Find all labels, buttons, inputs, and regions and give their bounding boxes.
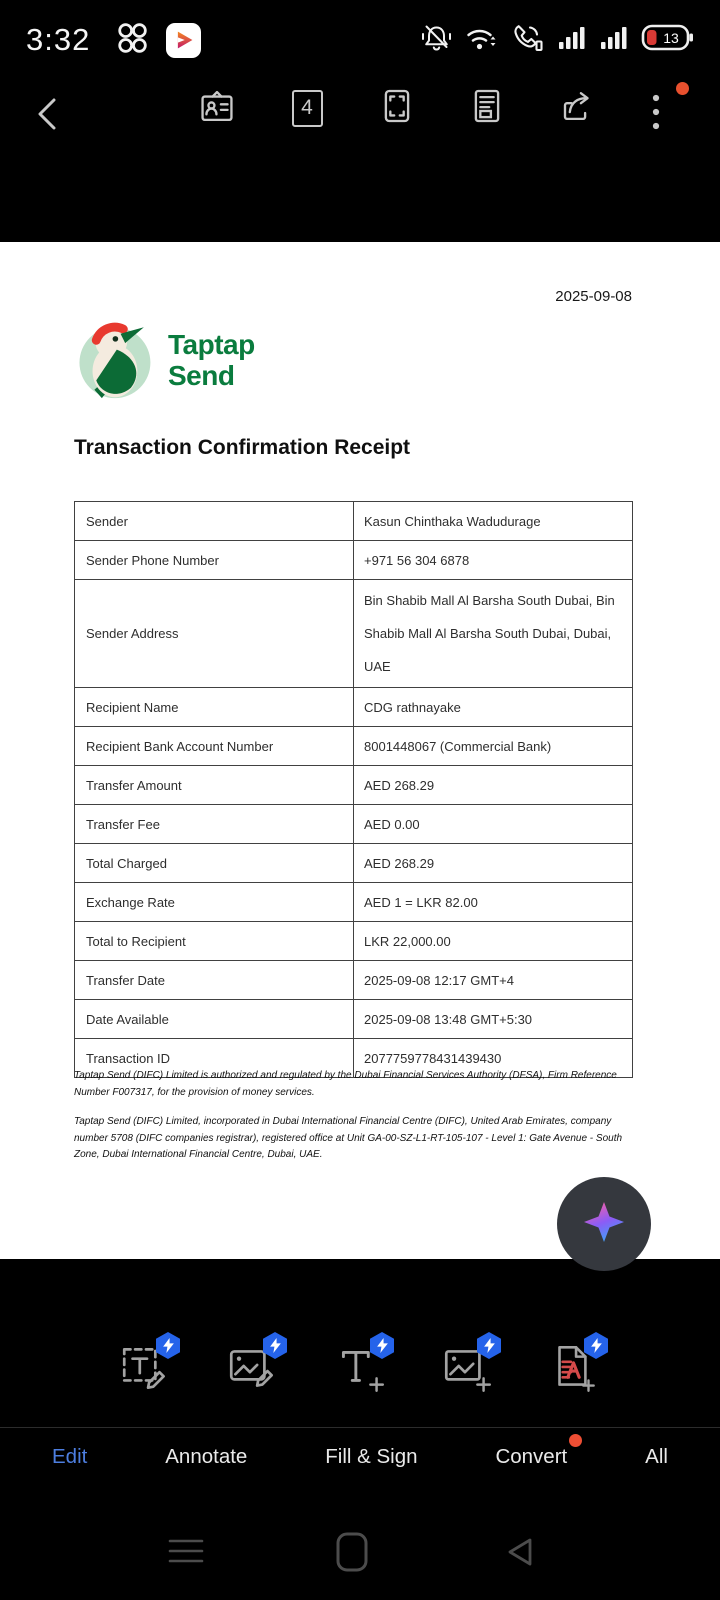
row-value: 8001448067 (Commercial Bank) — [364, 738, 552, 754]
brand-logo — [72, 314, 255, 407]
table-row — [75, 922, 632, 961]
row-value: LKR 22,000.00 — [364, 933, 451, 949]
tab-convert[interactable] — [495, 1445, 567, 1469]
signal-sim2-icon — [599, 24, 628, 56]
row-label: Sender — [75, 502, 354, 540]
row-label: Transfer Fee — [75, 805, 354, 843]
page-title: Transaction Confirmation Receipt — [74, 436, 411, 459]
battery-icon — [641, 23, 694, 57]
row-value: CDG rathnayake — [364, 699, 461, 715]
back-button[interactable] — [32, 94, 66, 139]
row-label: Recipient Bank Account Number — [75, 727, 354, 765]
row-label: Transaction ID — [75, 1039, 354, 1077]
share-button[interactable] — [558, 86, 596, 130]
receipt-table — [74, 501, 633, 1078]
crop-frame-icon — [377, 86, 417, 131]
regulatory-footnote-1: Taptap Send (DIFC) Limited is authorized and regulated by the Dubai Financial Services Authority (DFSA), Firm Reference Number F007317, for the provision of money services. — [74, 1070, 617, 1098]
table-row — [75, 580, 632, 688]
row-value: 2025-09-08 12:17 GMT+4 — [364, 972, 514, 988]
reader-view-icon — [467, 86, 507, 131]
regulatory-footnote-2: Taptap Send (DIFC) Limited, incorporated in Dubai International Financial Centre (DIFC), United Arab Emirates, company number 5708 (DIFC companies registrar), registered office at Unit GA-00-SZ-L1-RT-105-107 - Level 1: Gate Avenue - South Zone, Dubai International Financial Centre, Dubai, UAE. — [74, 1116, 623, 1160]
row-value: AED 268.29 — [364, 855, 435, 871]
page-count-icon: 4 — [292, 90, 323, 127]
send-app-notification-icon — [166, 23, 201, 58]
row-label: Exchange Rate — [75, 883, 354, 921]
table-row — [75, 502, 632, 541]
ai-assistant-fab[interactable] — [557, 1177, 651, 1271]
row-value: Bin Shabib Mall Al Barsha South Dubai, Bin Shabib Mall Al Barsha South Dubai, Dubai, UAE — [364, 593, 615, 675]
recents-icon — [166, 1537, 206, 1572]
home-icon — [335, 1531, 369, 1578]
row-value: +971 56 304 6878 — [364, 552, 470, 568]
home-button[interactable] — [330, 1532, 374, 1576]
tab-annotate[interactable]: Annotate — [165, 1445, 248, 1468]
row-label: Sender Address — [75, 580, 354, 687]
mode-tab-bar — [0, 1428, 720, 1486]
system-status-icons — [421, 22, 694, 58]
tab-convert-label: Convert — [495, 1445, 568, 1468]
page-count-button[interactable] — [288, 86, 326, 130]
add-text-tool[interactable] — [330, 1332, 390, 1402]
share-icon — [557, 86, 597, 131]
wifi-icon — [465, 24, 498, 57]
overflow-alert-dot — [676, 82, 689, 95]
row-label: Transfer Date — [75, 961, 354, 999]
row-value: AED 268.29 — [364, 777, 435, 793]
android-back-icon — [506, 1536, 534, 1573]
table-row — [75, 541, 632, 580]
row-label: Total Charged — [75, 844, 354, 882]
app-toolbar — [0, 72, 720, 152]
add-image-tool[interactable] — [437, 1332, 497, 1402]
crop-frame-button[interactable] — [378, 86, 416, 130]
circle-cluster-notification-icon — [114, 20, 150, 61]
android-nav-bar — [0, 1500, 720, 1600]
table-row — [75, 961, 632, 1000]
notification-icons — [114, 20, 201, 61]
document-date: 2025-09-08 — [555, 288, 632, 305]
brand-wordmark — [168, 330, 255, 392]
edit-tools-row — [0, 1322, 720, 1402]
row-label: Date Available — [75, 1000, 354, 1038]
row-label: Total to Recipient — [75, 922, 354, 960]
brand-line1: Taptap — [168, 328, 255, 360]
row-value: AED 1 = LKR 82.00 — [364, 894, 478, 910]
row-label: Recipient Name — [75, 688, 354, 726]
convert-alert-dot — [569, 1434, 582, 1447]
status-bar — [0, 14, 720, 66]
row-value: AED 0.00 — [364, 816, 420, 832]
overflow-menu-icon — [651, 93, 661, 136]
tab-edit[interactable]: Edit — [52, 1445, 88, 1468]
notifications-muted-icon — [421, 22, 452, 58]
row-label: Transfer Amount — [75, 766, 354, 804]
ai-spark-icon — [580, 1198, 628, 1251]
contact-card-icon — [197, 86, 237, 131]
battery-percent: 13 — [663, 30, 679, 46]
row-label: Sender Phone Number — [75, 541, 354, 579]
table-row — [75, 766, 632, 805]
recents-button[interactable] — [164, 1532, 208, 1576]
sign-document-tool[interactable] — [544, 1332, 604, 1402]
signal-sim1-icon — [557, 24, 586, 56]
taptap-send-bird-icon — [72, 314, 156, 407]
contact-card-button[interactable] — [198, 86, 236, 130]
edit-image-tool[interactable] — [223, 1332, 283, 1402]
table-row — [75, 844, 632, 883]
tab-fill-sign[interactable]: Fill & Sign — [325, 1445, 418, 1468]
table-row — [75, 688, 632, 727]
table-row — [75, 883, 632, 922]
clock: 3:32 — [26, 22, 91, 57]
table-row — [75, 805, 632, 844]
row-value: Kasun Chinthaka Wadudurage — [364, 513, 541, 529]
row-value: 2077759778431439430 — [364, 1050, 502, 1066]
document-page[interactable] — [0, 242, 720, 1259]
table-row — [75, 727, 632, 766]
tab-all[interactable]: All — [645, 1445, 668, 1468]
row-value: 2025-09-08 13:48 GMT+5:30 — [364, 1011, 533, 1027]
reader-view-button[interactable] — [468, 86, 506, 130]
edit-text-tool[interactable] — [116, 1332, 176, 1402]
overflow-menu-button[interactable] — [646, 92, 666, 136]
wifi-calling-icon — [511, 22, 544, 58]
table-row — [75, 1000, 632, 1039]
android-back-button[interactable] — [498, 1532, 542, 1576]
brand-line2: Send — [168, 359, 235, 391]
